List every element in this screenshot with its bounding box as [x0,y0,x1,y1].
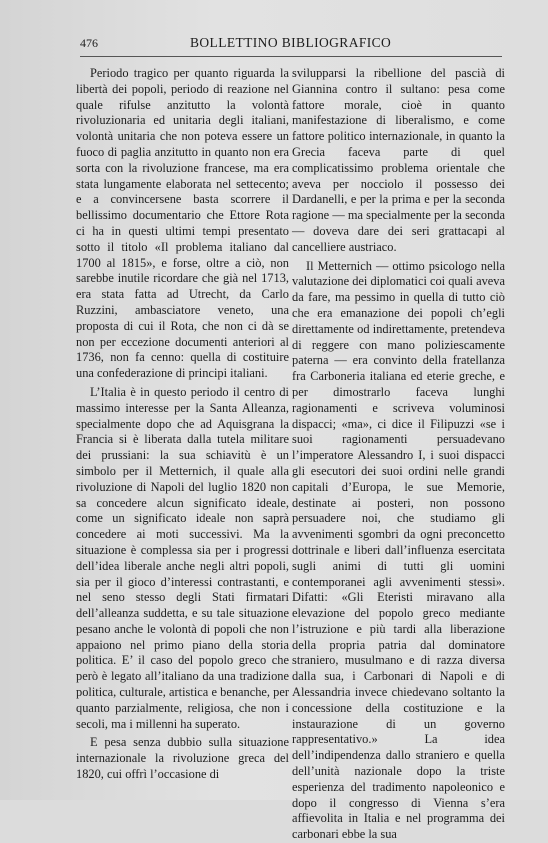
paragraph: L’Italia è in questo periodo il centro di massimo interesse per la Santa Alleanza, specialmente dopo che ad Aquisgrana la Francia si è liberata dalla tutela militare dei prussiani: la sua schiavitù è un simbolo per il Metternich, il quale alla rivoluzione di Napoli del luglio 1820 non sa concedere alcun significato ideale, come un significato ideale non saprà concedere ai moti successivi. Ma la situazione è complessa sia per i progressi dell’idea liberale anche negli altri popoli, sia per il gioco d’interessi contrastanti, e nel seno stesso degli Stati firmatari dell’alleanza suddetta, e su tale situazione pesano anche le volontà di popoli che non appaiono nel primo piano della storia politica. E’ il caso del popolo greco che però è legato all’italiano da una tradizione politica, culturale, artistica e benanche, per quanto parzialmente, religiosa, che non i secoli, ma i millenni ha superato. [76,384,289,731]
page-header [80,34,502,57]
paragraph: svilupparsi la ribellione del pascià di Giannina contro il sultano: pesa come fattore morale, cioè in quanto manifestazione di liberalismo, e come fattore politico internazionale, in quanto la Grecia faceva parte di quel complicatissimo problema orientale che aveva per nocciolo il possesso dei Dardanelli, e per la prima e per la seconda ragione — ma specialmente per la seconda — doveva dare dei seri grattacapi al cancelliere austriaco. [292,66,505,254]
right-column [292,66,505,843]
paragraph: Il Metternich — ottimo psicologo nella valutazione dei diplomatici coi quali aveva da fare, ma pessimo in quella di tutto ciò che era emanazione dei popoli ch’egli direttamente od indirettamente, pretendeva di reggere con mano poliziescamente paterna — era convinto della fratellanza fra Carboneria italiana ed eterie greche, e per dimostrarlo faceva lunghi ragionamenti e scriveva voluminosi dispacci; «ma», ci dice il Filipuzzi «se i suoi ragionamenti persuadevano l’imperatore Alessandro I, i suoi dispacci gli esecutori dei suoi ordini nelle grandi capitali d’Europa, le sue Memorie, destinate ai posteri, non possono persuadere noi, che studiamo gli avvenimenti sgombri da ogni preconcetto dottrinale e liberi dall’influenza esercitata sugli animi di tutti gli uomini contemporanei agli avvenimenti stessi». Difatti: «Gli Eteristi miravano alla elevazione del popolo greco mediante l’istruzione e più tardi alla liberazione della propria patria dal dominatore straniero, musulmano e di razza diversa dalla sua, i Carbonari di Napoli e di Alessandria invece chiedevano soltanto la concessione della costituzione e la instaurazione di un governo rappresentativo.» La idea dell’indipendenza dallo straniero e quella dell’unità nazionale dopo la triste esperienza del tradimento napoleonico e dopo il congresso di Vienna s’era affievolita in Italia e nel programma dei carbonari ebbe la sua [292,258,505,842]
running-head: BOLLETTINO BIBLIOGRAFICO [190,35,392,50]
paragraph: Periodo tragico per quanto riguarda la libertà dei popoli, periodo di reazione nel quale rifulse anzitutto la volontà rivoluzionaria ed unitaria degli italiani, volontà unitaria che non poteva essere un fuoco di paglia anzitutto in quanto non era sorta con la rivoluzione francese, ma era stata lungamente elaborata nel settecento; e a convincersene basta scorrere il bellissimo documentario che Ettore Rota ci ha in questi ultimi tempi presentato sotto il titolo «Il problema italiano dal 1700 al 1815», e forse, oltre a ciò, non sarebbe inutile ricordare che già nel 1713, era stata fatta ad Utrecht, da Carlo Ruzzini, ambasciatore veneto, una proposta di cui il Rota, che non ci dà se non per eccezione documenti anteriori al 1736, non fa cenno: quella di costituire una confederazione di principi italiani. [76,66,289,381]
left-column [76,66,289,783]
paragraph: E pesa senza dubbio sulla situazione internazionale la rivoluzione greca del 1820, cui offrì l’occasione di [76,735,289,782]
page-number: 476 [80,36,98,50]
